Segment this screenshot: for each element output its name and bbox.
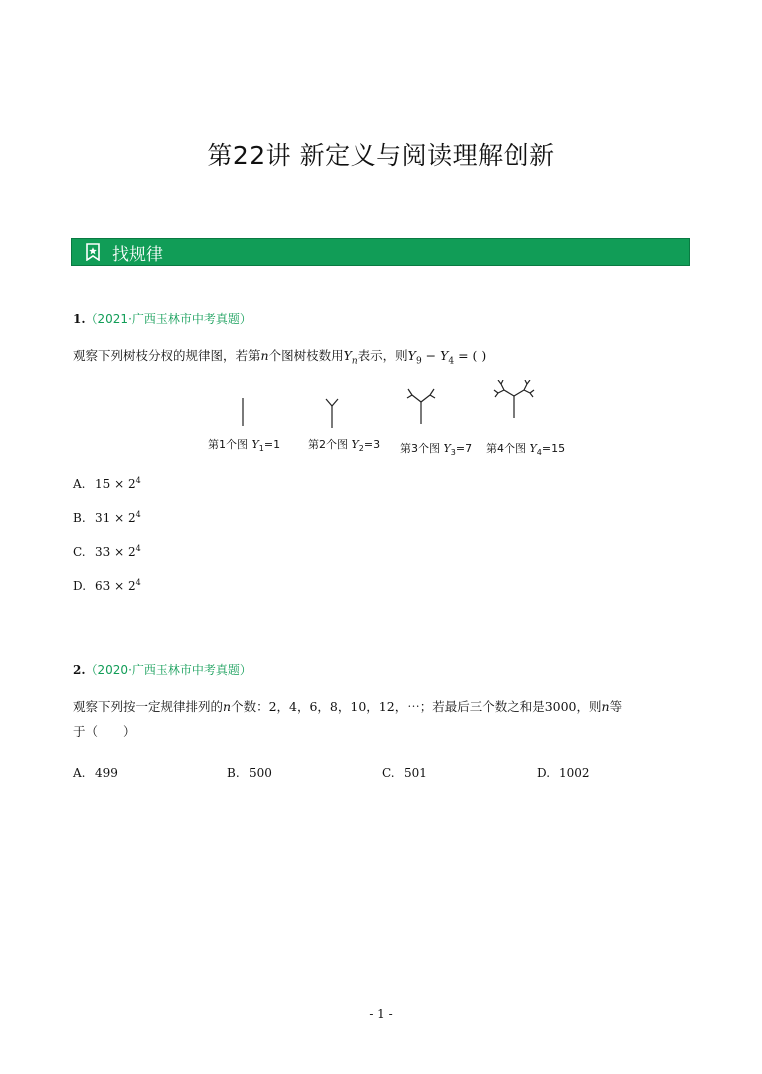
math-operator: − [421, 348, 441, 363]
page-footer: - 1 - [369, 1007, 393, 1021]
math-var: n [260, 348, 269, 363]
tree-3 [407, 389, 435, 424]
option-letter: B. [227, 766, 240, 780]
option-a[interactable] [73, 476, 141, 491]
tree-4 [494, 380, 534, 418]
option-text: 500 [249, 766, 272, 780]
math-subscript: n [351, 356, 358, 367]
option-text: 1002 [559, 766, 590, 780]
option-letter: A. [73, 766, 86, 780]
option-text: 15 × 2 [95, 477, 136, 491]
math-var: Y [407, 348, 416, 363]
option-c[interactable] [382, 766, 427, 780]
page-title: 第22讲 新定义与阅读理解创新 [207, 141, 555, 170]
option-b[interactable] [73, 510, 141, 525]
option-text: 31 × 2 [95, 511, 136, 525]
option-c[interactable] [73, 544, 141, 559]
stem-text: 观察下列树枝分杈的规律图，若第 [73, 348, 261, 363]
figure-caption: 第3个图 $Y_3=7$ [400, 442, 473, 458]
option-exponent: 4 [135, 544, 141, 553]
option-text: 63 × 2 [95, 579, 136, 593]
stem-text: 表示，则 [357, 348, 408, 363]
option-letter: B. [73, 511, 86, 525]
option-exponent: 4 [135, 476, 141, 485]
section-header [71, 238, 690, 266]
option-letter: D. [73, 579, 87, 593]
option-b[interactable] [227, 766, 272, 780]
option-letter: D. [537, 766, 551, 780]
stem-text: 个数：2，4，6，8，10，12，⋯；若最后三个数之和是3000，则 [231, 699, 602, 714]
option-text: 33 × 2 [95, 545, 136, 559]
stem-text: 个图树枝数用 [268, 348, 344, 363]
question-2-stem [73, 694, 693, 744]
option-text: 499 [95, 766, 118, 780]
option-d[interactable] [537, 766, 590, 780]
figure-caption: 第1个图 $Y_1=1$ [208, 438, 281, 454]
tree-diagrams [200, 380, 570, 436]
tree-branch-figure [200, 380, 570, 460]
option-letter: C. [382, 766, 395, 780]
math-subscript: 4 [448, 356, 455, 367]
stem-text: 于（ ） [73, 724, 136, 739]
option-a[interactable] [73, 766, 118, 780]
option-exponent: 4 [135, 510, 141, 519]
section-label: 找规律 [112, 244, 163, 265]
math-var: Y [343, 348, 352, 363]
math-subscript: 9 [415, 356, 422, 367]
math-var: n [601, 699, 610, 714]
bookmark-star-icon [82, 241, 104, 263]
question-1-stem [73, 343, 693, 375]
option-letter: C. [73, 545, 86, 559]
math-var: Y [440, 348, 449, 363]
question-source: （2021·广西玉林市中考真题） [85, 312, 252, 326]
math-operator: = ( ) [454, 348, 487, 363]
tree-2 [326, 399, 338, 428]
stem-text: 观察下列按一定规律排列的 [73, 699, 224, 714]
option-d[interactable] [73, 578, 141, 593]
question-number: 1. [73, 312, 86, 326]
question-source: （2020·广西玉林市中考真题） [85, 663, 252, 677]
option-letter: A. [73, 477, 86, 491]
question-number: 2. [73, 663, 86, 677]
math-var: n [223, 699, 232, 714]
option-exponent: 4 [135, 578, 141, 587]
stem-text: 等 [609, 699, 623, 714]
figure-caption: 第4个图 $Y_4=15$ [486, 442, 566, 458]
question-1-header [73, 310, 252, 327]
question-2-header [73, 661, 252, 678]
figure-caption: 第2个图 $Y_2=3$ [308, 438, 381, 454]
option-text: 501 [404, 766, 427, 780]
